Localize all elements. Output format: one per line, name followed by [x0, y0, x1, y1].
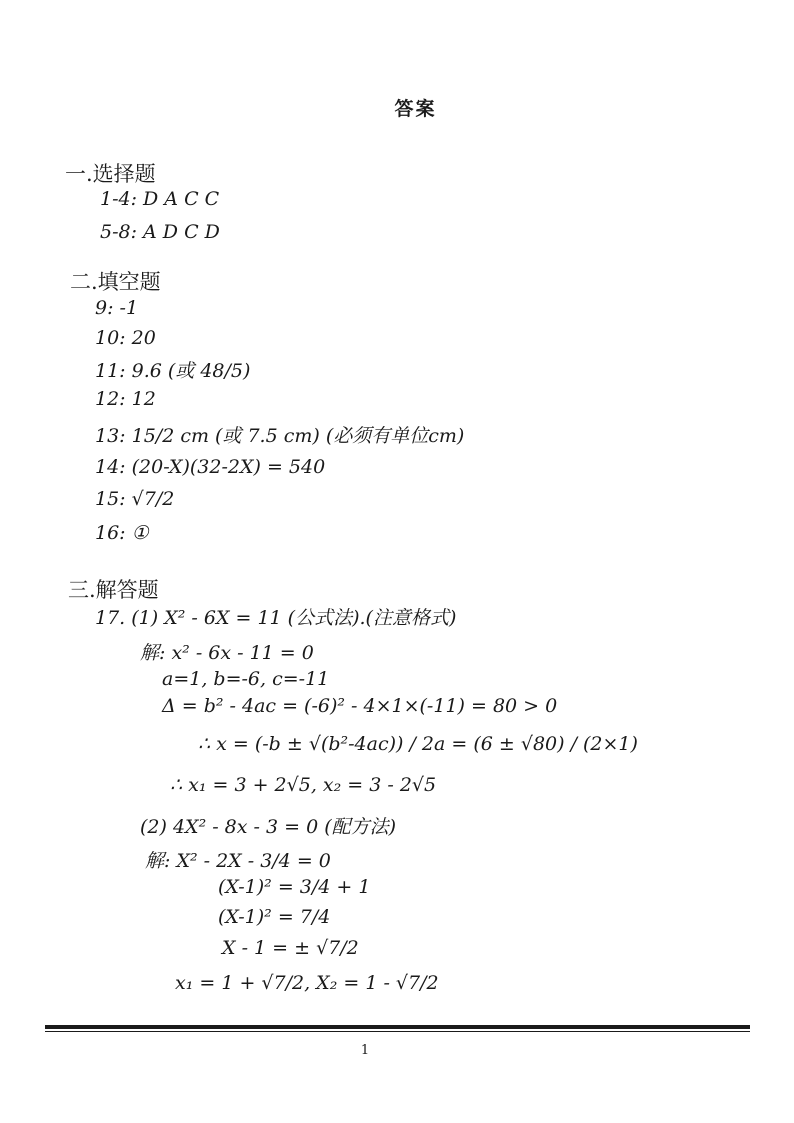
- solution-line: Δ = b² - 4ac = (-6)² - 4×1×(-11) = 80 > 0: [162, 695, 558, 717]
- answer-line: 12: 12: [95, 388, 156, 410]
- solution-line: 17. (1) X² - 6X = 11 (公式法).(注意格式): [95, 607, 457, 629]
- answer-line: 11: 9.6 (或 48/5): [95, 360, 251, 382]
- footer-rule-thin: [45, 1031, 750, 1032]
- answer-line: 10: 20: [95, 327, 156, 349]
- answer-line: 5-8: A D C D: [100, 221, 220, 243]
- answer-line: 9: -1: [95, 297, 139, 319]
- solution-line: a=1, b=-6, c=-11: [162, 668, 330, 690]
- solution-line: 解: x² - 6x - 11 = 0: [140, 642, 314, 664]
- solution-line: ∴ x₁ = 3 + 2√5, x₂ = 3 - 2√5: [170, 774, 437, 796]
- solution-line: ∴ x = (-b ± √(b²-4ac)) / 2a = (6 ± √80) / (2×1): [198, 733, 638, 755]
- page-number: 1: [360, 1043, 370, 1058]
- answer-line: 15: √7/2: [95, 488, 175, 510]
- solution-line: 解: X² - 2X - 3/4 = 0: [145, 850, 331, 872]
- solution-line: (2) 4X² - 8x - 3 = 0 (配方法): [140, 816, 397, 838]
- answer-line: 14: (20-X)(32-2X) = 540: [95, 456, 326, 478]
- footer-rule: [45, 1025, 750, 1029]
- section-heading-choice: 一.选择题: [65, 162, 156, 186]
- answer-line: 13: 15/2 cm (或 7.5 cm) (必须有单位cm): [95, 425, 465, 447]
- solution-line: (X-1)² = 3/4 + 1: [218, 876, 371, 898]
- solution-line: X - 1 = ± √7/2: [222, 937, 359, 959]
- solution-line: x₁ = 1 + √7/2, X₂ = 1 - √7/2: [175, 972, 439, 994]
- answer-line: 16: ①: [95, 522, 149, 544]
- answer-line: 1-4: D A C C: [100, 188, 220, 210]
- section-heading-solve: 三.解答题: [68, 578, 159, 602]
- solution-line: (X-1)² = 7/4: [218, 906, 331, 928]
- section-heading-fill: 二.填空题: [70, 270, 161, 294]
- page-title: 答案: [394, 98, 437, 120]
